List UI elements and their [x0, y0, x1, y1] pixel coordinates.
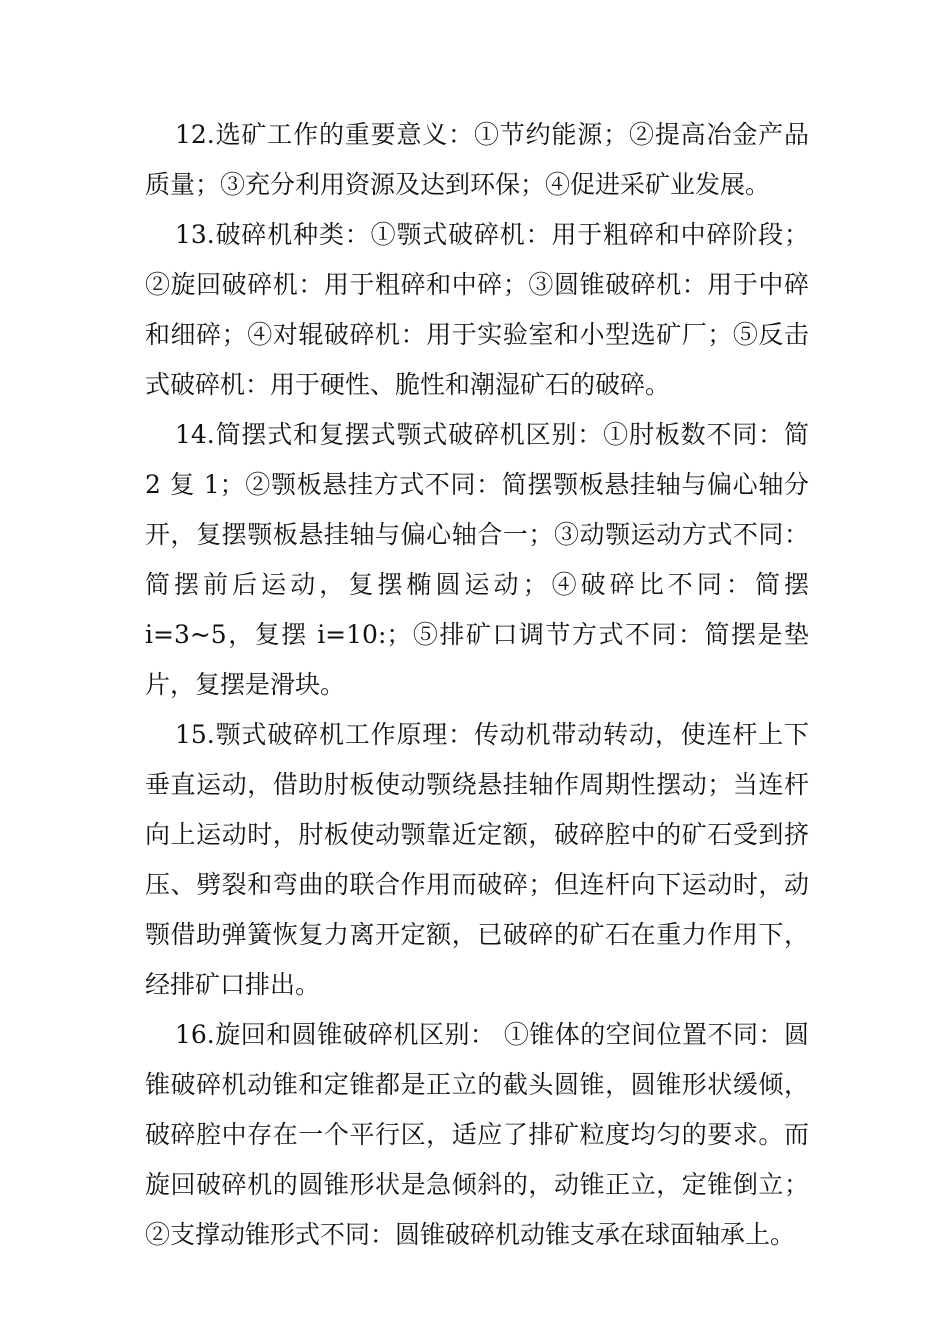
paragraph-12: 12.选矿工作的重要意义：①节约能源；②提高冶金产品质量；③充分利用资源及达到环保；④促进采矿业发展。 — [145, 120, 809, 199]
paragraph-14: 14.简摆式和复摆式颚式破碎机区别：①肘板数不同：简 2 复 1；②颚板悬挂方式不同：简摆颚板悬挂轴与偏心轴分开，复摆颚板悬挂轴与偏心轴合一；③动颚运动方式不同：简摆前后运动，复摆椭圆运动；④破碎比不同：简摆 i=3~5，复摆 i=10:；⑤排矿口调节方式不同：简摆是垫片，复摆是滑块。 — [145, 420, 817, 699]
paragraph-13: 13.破碎机种类：①颚式破碎机：用于粗碎和中碎阶段；②旋回破碎机：用于粗碎和中碎；③圆锥破碎机：用于中碎和细碎；④对辊破碎机：用于实验室和小型选矿厂；⑤反击式破碎机：用于硬性、脆性和潮湿矿石的破碎。 — [145, 220, 809, 399]
document-body — [145, 110, 817, 1260]
paragraph-16: 16.旋回和圆锥破碎机区别： ①锥体的空间位置不同：圆锥破碎机动锥和定锥都是正立的截头圆锥，圆锥形状缓倾，破碎腔中存在一个平行区，适应了排矿粒度均匀的要求。而旋回破碎机的圆锥形状是急倾斜的，动锥正立，定锥倒立；②支撑动锥形式不同：圆锥破碎机动锥支承在球面轴承上。 — [145, 1020, 809, 1249]
paragraph-15: 15.颚式破碎机工作原理：传动机带动转动，使连杆上下垂直运动，借助肘板使动颚绕悬挂轴作周期性摆动；当连杆向上运动时，肘板使动颚靠近定额，破碎腔中的矿石受到挤压、劈裂和弯曲的联合作用而破碎；但连杆向下运动时，动颚借助弹簧恢复力离开定额，已破碎的矿石在重力作用下，经排矿口排出。 — [145, 720, 809, 999]
